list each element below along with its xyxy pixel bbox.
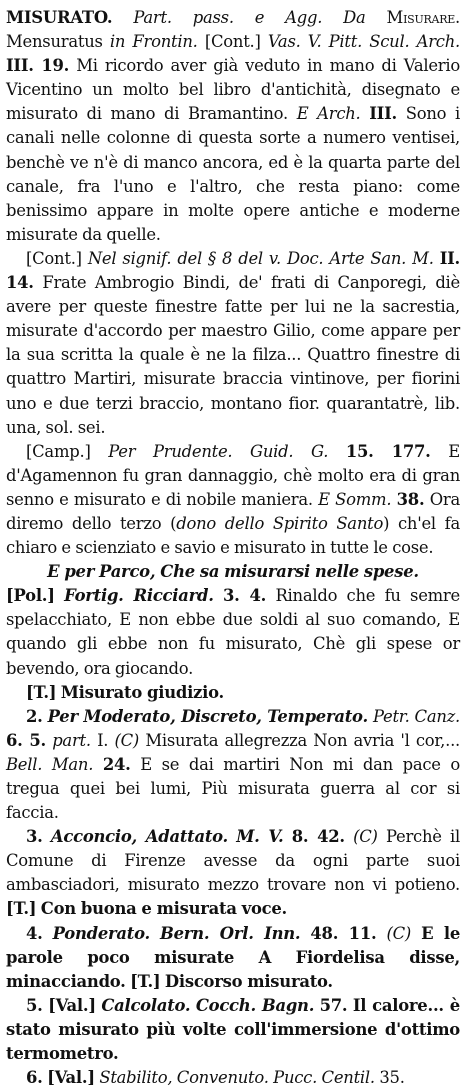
definition: Part. pass. e Agg. Da xyxy=(133,8,366,27)
gloss: dono dello Spirito Santo xyxy=(176,513,384,533)
entry-paragraph-6 xyxy=(6,681,460,705)
headword: MISURATO. xyxy=(6,8,113,27)
citation-source: E Arch. xyxy=(296,104,361,124)
val-tag: [Val.] xyxy=(48,995,96,1015)
c-tag: (C) xyxy=(114,730,140,750)
cont-tag: [Cont.] xyxy=(26,248,82,268)
sense-6 xyxy=(6,1066,460,1090)
sense-2 xyxy=(6,705,460,825)
entry-paragraph-2 xyxy=(6,247,460,440)
part-label: part. xyxy=(52,730,91,750)
citation-locator: 57. xyxy=(319,995,348,1015)
quotation: Sono i canali nelle colonne di questa sorte a numero ventisei, benchè ve n'è di manco ancora, ed è la quarta parte del canale, fra l'uno e l'altro, che resta piano: come benissimo appare in molte opere antiche e moderne misurate da quelle. xyxy=(6,104,460,244)
citation-source: Bern. Orl. Inn. xyxy=(160,923,301,943)
quotation: E d'Agamennon fu gran dannaggio, chè molto era di gran senno e misurato e di nobile maniera. xyxy=(6,441,460,509)
quotation: Frate Ambrogio Bindi, de' frati di Canporegi, diè avere per queste finestre fatte per lui ne la sacrestia, misurate d'accordo per maestro Gilio, come appare per la sua scritta la quale è ne la filza... Quattro finestre di quattro Martiri, misurate braccia vintinove, per fiorini uno e due terzi braccio, montano fior. quarantatrè, lib. una, sol. sei. xyxy=(6,273,461,437)
sense-4 xyxy=(6,922,460,994)
quotation: ) ch'el fa chiaro e scienziato e savio e misurato in tutte le cose. xyxy=(6,513,461,558)
t-tag: [T.] xyxy=(26,682,57,702)
latin-in: in xyxy=(109,32,126,52)
quotation: E le parole poco misurate A Fiordelisa disse, minacciando. xyxy=(6,923,461,991)
citation-locator: 38. xyxy=(396,489,425,509)
sense-label: Acconcio, Adattato. xyxy=(50,827,228,847)
t-tag: [T.] xyxy=(130,971,161,991)
citation-locator: 35. xyxy=(379,1068,405,1088)
citation-source: E Somm. xyxy=(318,489,392,509)
camp-tag: [Camp.] xyxy=(26,441,91,461)
subsense-heading: E per Parco, Che sa misurarsi nelle spese. xyxy=(47,562,419,582)
citation-locator: 24. xyxy=(102,754,131,774)
citation-locator: 15. 177. xyxy=(345,441,431,461)
citation-source: Fortig. Ricciard. xyxy=(64,586,214,606)
sense-number: 2. xyxy=(26,706,43,726)
citation-source: Petr. Canz. xyxy=(372,706,461,726)
sense-5 xyxy=(6,994,460,1066)
sense-number: 3. xyxy=(26,827,43,847)
citation-source: M. V. xyxy=(236,827,284,847)
sense-number: 4. xyxy=(26,923,43,943)
sense-number: 5. xyxy=(26,995,43,1015)
citation-locator: 48. 11. xyxy=(310,923,377,943)
sense-number: 6. xyxy=(26,1068,43,1088)
citation-locator: III. 19. xyxy=(6,56,70,76)
entry-paragraph-3 xyxy=(6,440,460,560)
sense-label: Ponderato. xyxy=(52,923,150,943)
quotation: Mi ricordo aver già veduto in mano di Valerio Vicentino un molto bel libro d'antichità, disegnato e misurato di mano di Bramantino. xyxy=(6,56,461,124)
entry-paragraph-5 xyxy=(6,584,460,680)
cont-tag: [Cont.] xyxy=(204,32,261,52)
citation-source: Vas. V. Pitt. Scul. Arch. xyxy=(267,32,460,52)
quotation: Ora diremo dello terzo ( xyxy=(6,489,461,533)
part-number: I. xyxy=(97,730,109,750)
c-tag: (C) xyxy=(386,923,412,943)
example-phrase: Misurato giudizio. xyxy=(60,682,224,702)
quotation: Perchè il Comune di Firenze avesse da ogni parte suoi ambasciadori, misurato mezzo trovare non vi potieno. xyxy=(6,827,460,895)
citation-source: Bell. Man. xyxy=(6,754,94,774)
latin-equivalent: Mensuratus xyxy=(6,32,103,52)
example-phrase: Con buona e misurata voce. xyxy=(40,899,288,919)
sense-label: Calcolato. xyxy=(101,995,191,1015)
sense-3 xyxy=(6,825,460,921)
sense-label: Stabilito, Convenuto. xyxy=(99,1068,269,1088)
citation-locator: II. 14. xyxy=(6,248,460,293)
val-tag: [Val.] xyxy=(47,1068,95,1088)
example-phrase: Discorso misurato. xyxy=(164,971,333,991)
sense-label: Per Moderato, Discreto, Temperato. xyxy=(47,706,368,726)
quotation: Rinaldo che fu semre spelacchiato, E non ebbe due soldi al suo comando, E quando gli ebbe non fu misurato, Chè gli spese or bevendo, ora giocando. xyxy=(6,586,460,678)
citation-source: Pucc. Centil. xyxy=(273,1068,375,1088)
t-tag: [T.] xyxy=(6,899,37,919)
citation-locator: III. xyxy=(369,104,397,124)
citation-source: Per Prudente. Guid. G. xyxy=(108,441,329,461)
citation-locator: 6. 5. xyxy=(6,730,46,750)
citation-locator: 3. 4. xyxy=(223,586,267,606)
pol-tag: [Pol.] xyxy=(6,586,55,606)
quotation: E se dai martiri Non mi dan pace o tregua quei bei lumi, Più misurata guerra al cor si faccia. xyxy=(6,754,460,823)
latin-source: Frontin. xyxy=(132,32,198,52)
quotation: Misurata allegrezza Non avria 'l cor,... xyxy=(145,730,461,750)
citation-source: Nel signif. del § 8 del v. Doc. Arte San. M. xyxy=(87,248,434,268)
citation-source: Cocch. Bagn. xyxy=(195,995,315,1015)
citation-locator: 8. 42. xyxy=(291,827,345,847)
quotation: Il calore... è stato misurato più volte coll'immersione d'ottimo termometro. xyxy=(6,995,460,1064)
cross-reference: Misurare. xyxy=(386,8,460,27)
entry-paragraph-1 xyxy=(6,6,460,247)
c-tag: (C) xyxy=(353,827,378,847)
